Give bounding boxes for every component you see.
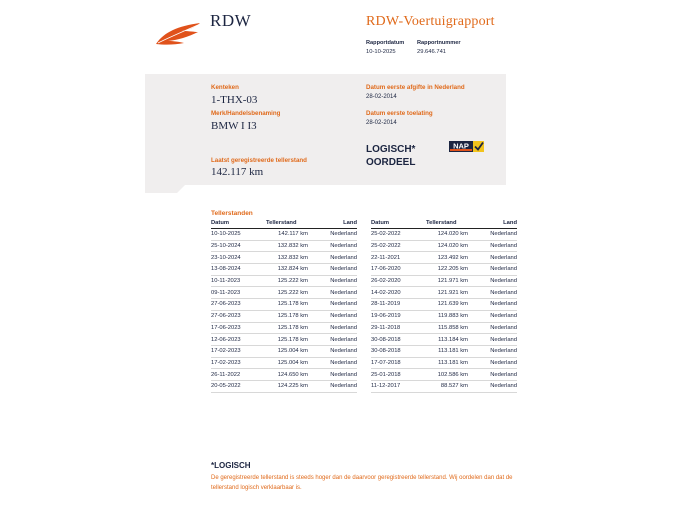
table-row [211,310,357,322]
plate-label: Kenteken [211,84,239,91]
col-country-header: Land [474,219,517,229]
cell-date: 26-11-2022 [211,369,266,381]
cell-odometer: 102.586 km [426,369,474,381]
cell-date: 23-10-2024 [211,252,266,264]
cell-odometer: 113.184 km [426,334,474,346]
cell-country: Nederland [314,357,357,369]
report-date-label: Rapportdatum [366,40,405,46]
footer-heading: *LOGISCH [211,461,251,470]
cell-country: Nederland [474,287,517,299]
first-admission-value: 28-02-2014 [366,120,397,126]
cell-odometer: 125.178 km [266,310,314,322]
table-row [211,357,357,369]
cell-date: 30-08-2018 [371,345,426,357]
verdict [366,143,415,169]
table-row [371,264,517,276]
report-number-value: 29.646.741 [417,49,447,55]
table-row [371,299,517,311]
cell-country: Nederland [314,345,357,357]
rdw-logo-icon [154,20,204,48]
cell-odometer: 132.832 km [266,252,314,264]
cell-odometer: 121.639 km [426,299,474,311]
first-admission-label: Datum eerste toelating [366,110,433,117]
cell-odometer: 125.178 km [266,322,314,334]
col-date-header: Datum [371,219,426,229]
table-row [371,357,517,369]
cell-odometer: 142.117 km [266,229,314,241]
col-odometer-header: Tellerstand [266,219,314,229]
cell-date: 19-06-2019 [371,310,426,322]
cell-odometer: 132.824 km [266,264,314,276]
cell-odometer: 125.222 km [266,287,314,299]
col-odometer-header: Tellerstand [426,219,474,229]
cell-country: Nederland [474,252,517,264]
table-row [211,380,357,392]
verdict-line-1: LOGISCH* [366,144,416,155]
cell-date: 30-08-2018 [371,334,426,346]
cell-date: 25-02-2022 [371,240,426,252]
cell-odometer: 115.858 km [426,322,474,334]
cell-odometer: 122.205 km [426,264,474,276]
cell-odometer: 119.883 km [426,310,474,322]
table-row [371,380,517,392]
cell-date: 17-02-2023 [211,345,266,357]
table-row [211,299,357,311]
cell-date: 25-10-2024 [211,240,266,252]
cell-country: Nederland [314,252,357,264]
readings-table-right [371,219,517,393]
cell-country: Nederland [314,229,357,241]
cell-odometer: 124.020 km [426,229,474,241]
cell-date: 17-07-2018 [371,357,426,369]
cell-odometer: 113.181 km [426,345,474,357]
cell-country: Nederland [314,310,357,322]
cell-date: 25-02-2022 [371,229,426,241]
table-row [371,252,517,264]
cell-date: 17-06-2023 [211,322,266,334]
nap-logo-text: NAP [453,141,469,151]
table-row [211,287,357,299]
make-label: Merk/Handelsbenaming [211,110,281,117]
table-row [211,252,357,264]
table-row [371,310,517,322]
cell-country: Nederland [474,380,517,392]
cell-country: Nederland [474,310,517,322]
last-odometer-label: Laatst geregistreerde tellerstand [211,157,307,164]
cell-date: 12-06-2023 [211,334,266,346]
cell-country: Nederland [474,369,517,381]
col-country-header: Land [314,219,357,229]
cell-country: Nederland [474,322,517,334]
cell-odometer: 125.178 km [266,334,314,346]
table-row [211,275,357,287]
first-issue-label: Datum eerste afgifte in Nederland [366,84,465,91]
cell-date: 11-12-2017 [371,380,426,392]
cell-country: Nederland [474,334,517,346]
cell-odometer: 123.492 km [426,252,474,264]
verdict-line-2: OORDEEL [366,157,416,168]
cell-country: Nederland [314,264,357,276]
table-row [371,287,517,299]
table-row [211,369,357,381]
cell-odometer: 88.527 km [426,380,474,392]
cell-country: Nederland [474,299,517,311]
cell-country: Nederland [314,322,357,334]
col-date-header: Datum [211,219,266,229]
cell-country: Nederland [474,264,517,276]
report-number-label: Rapportnummer [417,40,461,46]
cell-country: Nederland [314,334,357,346]
cell-odometer: 125.004 km [266,357,314,369]
report-title: RDW-Voertuigrapport [366,14,495,29]
cell-date: 13-08-2024 [211,264,266,276]
table-row [211,322,357,334]
cell-date: 29-11-2018 [371,322,426,334]
table-row [211,334,357,346]
cell-odometer: 124.650 km [266,369,314,381]
cell-country: Nederland [474,240,517,252]
cell-country: Nederland [474,275,517,287]
make-value: BMW I I3 [211,120,257,132]
nap-logo-icon [449,140,485,154]
cell-date: 09-11-2023 [211,287,266,299]
cell-odometer: 121.921 km [426,287,474,299]
cell-odometer: 124.225 km [266,380,314,392]
table-row [371,322,517,334]
cell-odometer: 121.971 km [426,275,474,287]
table-row [371,229,517,241]
table-row [371,334,517,346]
table-row [211,345,357,357]
cell-odometer: 125.178 km [266,299,314,311]
table-row [371,240,517,252]
footer-text: De geregistreerde tellerstand is steeds hoger dan de daarvoor geregistreerde tellerstand. Wij oordelen dan dat de tellerstand logisch verklaarbaar is. [211,475,513,491]
readings-table-left [211,219,357,393]
cell-odometer: 132.832 km [266,240,314,252]
table-row [211,240,357,252]
cell-country: Nederland [314,275,357,287]
cell-odometer: 125.222 km [266,275,314,287]
cell-date: 20-05-2022 [211,380,266,392]
table-row [371,345,517,357]
cell-country: Nederland [314,240,357,252]
panel-tail-decoration [145,185,185,193]
cell-date: 10-10-2025 [211,229,266,241]
cell-odometer: 124.020 km [426,240,474,252]
table-row [371,369,517,381]
last-odometer-value: 142.117 km [211,166,264,178]
cell-country: Nederland [314,299,357,311]
table-row [371,275,517,287]
cell-country: Nederland [474,229,517,241]
cell-country: Nederland [474,357,517,369]
cell-date: 22-11-2021 [371,252,426,264]
cell-country: Nederland [314,287,357,299]
cell-date: 17-02-2023 [211,357,266,369]
table-row [211,264,357,276]
table-header-row [371,219,517,229]
brand-name: RDW [210,11,252,30]
cell-date: 14-02-2020 [371,287,426,299]
cell-country: Nederland [314,369,357,381]
cell-country: Nederland [314,380,357,392]
cell-date: 26-02-2020 [371,275,426,287]
cell-date: 25-01-2018 [371,369,426,381]
cell-date: 27-06-2023 [211,299,266,311]
cell-odometer: 125.004 km [266,345,314,357]
cell-odometer: 113.181 km [426,357,474,369]
table-row [211,229,357,241]
cell-date: 17-06-2020 [371,264,426,276]
cell-country: Nederland [474,345,517,357]
report-date-value: 10-10-2025 [366,49,396,55]
cell-date: 28-11-2019 [371,299,426,311]
table-header-row [211,219,357,229]
cell-date: 27-06-2023 [211,310,266,322]
first-issue-value: 28-02-2014 [366,94,397,100]
readings-title: Tellerstanden [211,210,253,217]
cell-date: 10-11-2023 [211,275,266,287]
plate-value: 1-THX-03 [211,94,258,106]
